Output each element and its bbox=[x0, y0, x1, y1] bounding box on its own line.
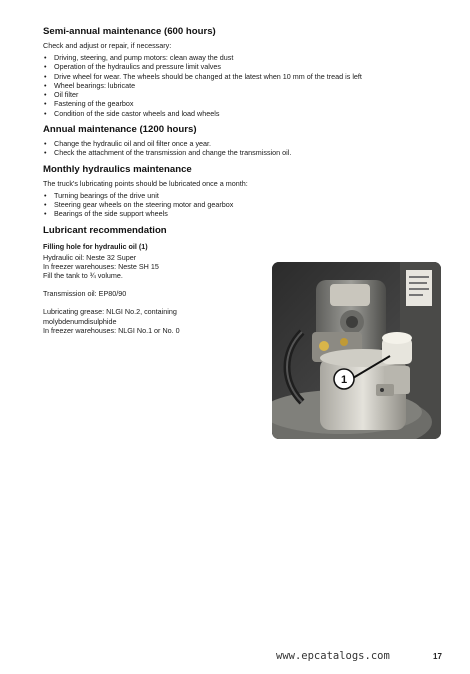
list-item: • Operation of the hydraulics and pressure limit valves bbox=[43, 62, 443, 71]
list-item: • Check the attachment of the transmission and change the transmission oil. bbox=[43, 148, 443, 157]
semi-annual-intro: Check and adjust or repair, if necessary: bbox=[43, 41, 172, 50]
page-number: 17 bbox=[433, 652, 442, 661]
monthly-heading: Monthly hydraulics maintenance bbox=[43, 163, 192, 175]
annual-section bbox=[43, 124, 443, 158]
list-item: • Steering gear wheels on the steering motor and gearbox bbox=[43, 200, 443, 209]
semi-annual-list bbox=[43, 53, 443, 118]
list-item: • Turning bearings of the drive unit bbox=[43, 191, 443, 200]
annual-list bbox=[43, 139, 443, 158]
hydraulic-oil-text: Hydraulic oil: Neste 32 Super bbox=[43, 252, 137, 262]
freezer-hydraulic-text: In freezer warehouses: Neste SH 15 bbox=[43, 261, 159, 271]
list-item: • Fastening of the gearbox bbox=[43, 99, 443, 108]
semi-annual-section bbox=[43, 26, 443, 118]
freezer-grease-text: In freezer warehouses: NLGI No.1 or No. 0 bbox=[43, 325, 180, 335]
grease-text-line2: molybdenumdisulphide bbox=[43, 316, 117, 326]
lubricant-heading: Lubricant recommendation bbox=[43, 224, 167, 236]
list-item: • Condition of the side castor wheels and load wheels bbox=[43, 109, 443, 118]
monthly-list bbox=[43, 191, 443, 219]
hydraulic-unit-illustration bbox=[272, 262, 441, 439]
semi-annual-heading: Semi-annual maintenance (600 hours) bbox=[43, 26, 216, 37]
footer-url: www.epcatalogs.com bbox=[276, 650, 390, 662]
list-item: • Driving, steering, and pump motors: clean away the dust bbox=[43, 53, 443, 62]
list-item: • Bearings of the side support wheels bbox=[43, 209, 443, 218]
filling-hole-title: Filling hole for hydraulic oil (1) bbox=[43, 241, 148, 251]
monthly-intro: The truck's lubricating points should be lubricated once a month: bbox=[43, 178, 248, 188]
transmission-oil-text: Transmission oil: EP80/90 bbox=[43, 289, 127, 299]
list-item: • Drive wheel for wear. The wheels should be changed at the latest when 10 mm of the tread is left bbox=[43, 72, 443, 81]
annual-heading: Annual maintenance (1200 hours) bbox=[43, 124, 197, 136]
list-item: • Change the hydraulic oil and oil filter once a year. bbox=[43, 139, 443, 148]
monthly-section bbox=[43, 164, 443, 219]
fill-tank-text: Fill the tank to ¾ volume. bbox=[43, 270, 123, 280]
list-item: • Oil filter bbox=[43, 90, 443, 99]
callout-number: 1 bbox=[340, 374, 348, 386]
hydraulic-unit-photo bbox=[272, 262, 441, 439]
grease-text-line1: Lubricating grease: NLGI No.2, containing bbox=[43, 307, 177, 317]
list-item: • Wheel bearings: lubricate bbox=[43, 81, 443, 90]
